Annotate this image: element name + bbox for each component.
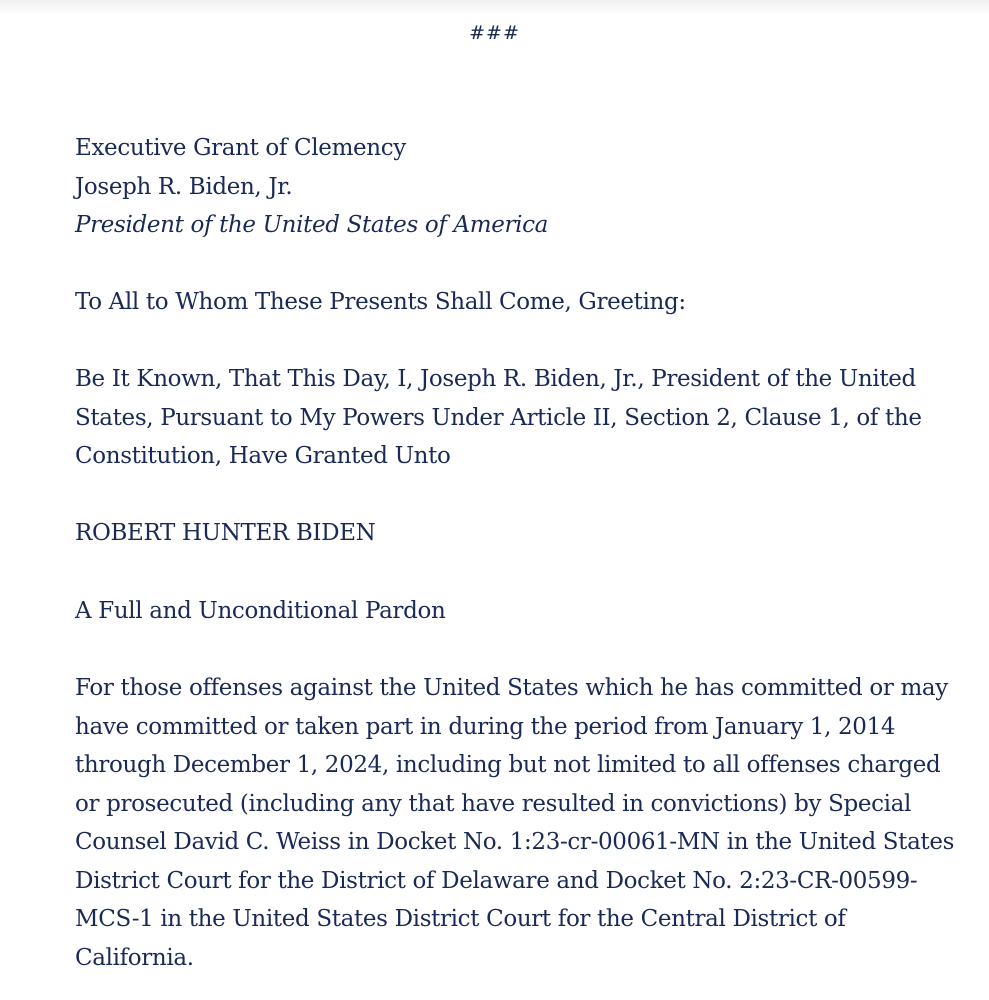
grantee-name: ROBERT HUNTER BIDEN xyxy=(75,520,376,546)
offenses-line: District Court for the District of Delaware and Docket No. 2:23-CR-00599- xyxy=(75,867,918,894)
offenses-line: For those offenses against the United States which he has committed or may xyxy=(75,675,948,701)
pardon-type-paragraph xyxy=(75,592,915,631)
heading-title: Executive Grant of Clemency xyxy=(75,135,406,161)
heading-office: President of the United States of America xyxy=(75,212,549,238)
offenses-line: California. xyxy=(75,944,194,971)
intro-line: Constitution, Have Granted Unto xyxy=(75,443,451,469)
greeting-paragraph xyxy=(75,283,915,322)
top-shadow xyxy=(0,0,989,16)
greeting-text: To All to Whom These Presents Shall Come, Greeting: xyxy=(75,289,686,315)
heading-president-name: Joseph R. Biden, Jr. xyxy=(75,173,293,200)
section-separator: ### xyxy=(469,22,520,44)
offenses-line: have committed or taken part in during the period from January 1, 2014 xyxy=(75,713,896,740)
offenses-line: through December 1, 2024, including but not limited to all offenses charged xyxy=(75,752,941,778)
document-heading xyxy=(75,129,915,245)
offenses-line: Counsel David C. Weiss in Docket No. 1:23-cr-00061-MN in the United States xyxy=(75,829,955,855)
offenses-paragraph xyxy=(75,669,955,977)
offenses-line: MCS-1 in the United States District Court for the Central District of xyxy=(75,906,846,932)
intro-line: Be It Known, That This Day, I, Joseph R. Biden, Jr., President of the United xyxy=(75,366,916,392)
grantee-paragraph xyxy=(75,514,915,553)
intro-paragraph xyxy=(75,360,922,476)
offenses-line: or prosecuted (including any that have resulted in convictions) by Special xyxy=(75,790,912,817)
pardon-type: A Full and Unconditional Pardon xyxy=(75,598,446,624)
intro-line: States, Pursuant to My Powers Under Article II, Section 2, Clause 1, of the xyxy=(75,404,922,431)
